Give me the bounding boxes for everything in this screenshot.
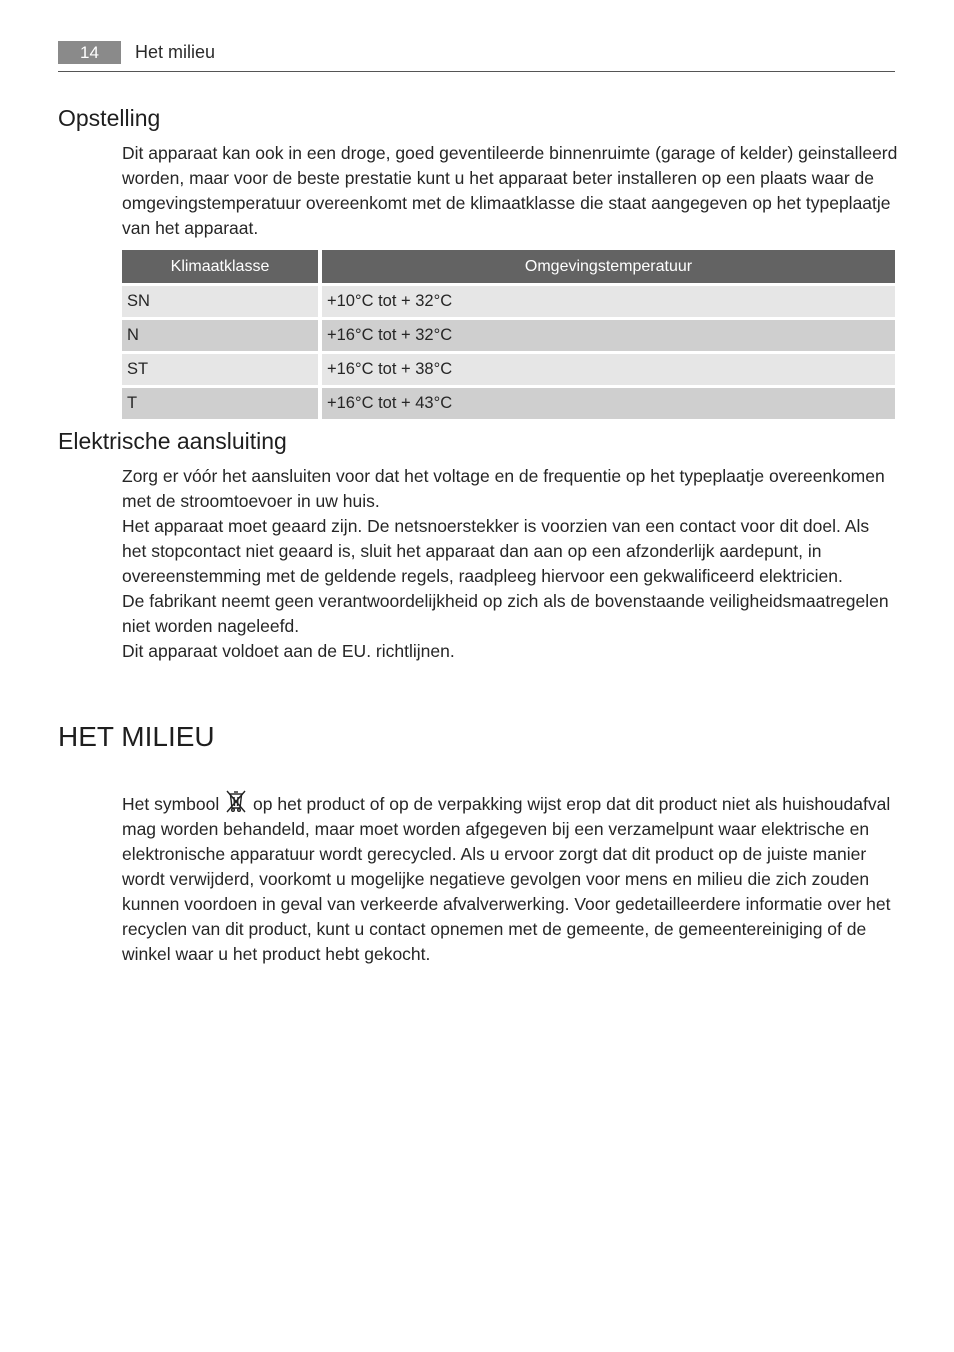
milieu-paragraph xyxy=(122,789,898,967)
milieu-text-before-symbol: Het symbool xyxy=(122,794,220,814)
elektrisch-paragraph-3: De fabrikant neemt geen verantwoordelijkheid op zich als de bovenstaande veiligheidsmaatregelen niet worden nageleefd. xyxy=(122,591,889,636)
table-cell-klasse: N xyxy=(122,317,318,351)
milieu-text-after-symbol: op het product of op de verpakking wijst erop dat dit product niet als huishoudafval mag worden behandeld, maar moet worden afgegeven bij een verzamelpunt waar elektrische en elektronische apparatuur wordt gerecycled. Als u ervoor zorgt dat dit product op de juiste manier wordt verwijderd, voorkomt u mogelijke negatieve gevolgen voor mens en milieu die zich zouden kunnen voordoen in geval van verkeerde afvalverwerking. Voor gedetailleerdere informatie over het recyclen van dit product, kunt u contact opnemen met de gemeente, de gemeentereiniging of de winkel waar u het product hebt gekocht. xyxy=(122,794,891,964)
table-cell-temperatuur: +16°C tot + 38°C xyxy=(322,351,895,385)
crossed-out-wheelie-bin-icon xyxy=(225,789,247,813)
table-cell-temperatuur: +10°C tot + 32°C xyxy=(322,283,895,317)
table-header-klimaatklasse: Klimaatklasse xyxy=(122,250,318,283)
table-row xyxy=(122,385,895,419)
table-header-row xyxy=(122,250,895,283)
table-cell-temperatuur: +16°C tot + 43°C xyxy=(322,385,895,419)
elektrisch-paragraph-1: Zorg er vóór het aansluiten voor dat het voltage en de frequentie op het typeplaatje overeenkomen met de stroomtoevoer in uw huis. xyxy=(122,466,885,511)
page-number: 14 xyxy=(58,41,121,64)
table-cell-temperatuur: +16°C tot + 32°C xyxy=(322,317,895,351)
chapter-heading-het-milieu: HET MILIEU xyxy=(58,721,215,752)
section-heading-elektrische-aansluiting: Elektrische aansluiting xyxy=(58,428,287,454)
milieu-text xyxy=(122,789,898,967)
running-title: Het milieu xyxy=(135,42,216,62)
table-row xyxy=(122,351,895,385)
elektrisch-paragraph-4: Dit apparaat voldoet aan de EU. richtlijnen. xyxy=(122,641,455,661)
table-cell-klasse: ST xyxy=(122,351,318,385)
table-header-omgevingstemperatuur: Omgevingstemperatuur xyxy=(322,250,895,283)
section-heading-opstelling: Opstelling xyxy=(58,105,161,131)
opstelling-text xyxy=(122,141,898,241)
table-row xyxy=(122,283,895,317)
table-cell-klasse: SN xyxy=(122,283,318,317)
page-header xyxy=(58,40,895,72)
table-cell-klasse: T xyxy=(122,385,318,419)
elektrisch-text xyxy=(122,464,898,664)
opstelling-paragraph: Dit apparaat kan ook in een droge, goed geventileerde binnenruimte (garage of kelder) geinstalleerd worden, maar voor de beste prestatie kunt u het apparaat beter installeren op een plaats waar de omgevingstemperatuur overeenkomt met de klimaatklasse die staat aangegeven op het typeplaatje van het apparaat. xyxy=(122,143,898,238)
elektrisch-paragraph-2: Het apparaat moet geaard zijn. De netsnoerstekker is voorzien van een contact voor dit doel. Als het stopcontact niet geaard is, sluit het apparaat dan aan op een afzonderlijk aardepunt, in overeenstemming met de geldende regels, raadpleeg hiervoor een gekwalificeerd elektricien. xyxy=(122,516,870,586)
table-row xyxy=(122,317,895,351)
climate-class-table xyxy=(122,250,895,419)
